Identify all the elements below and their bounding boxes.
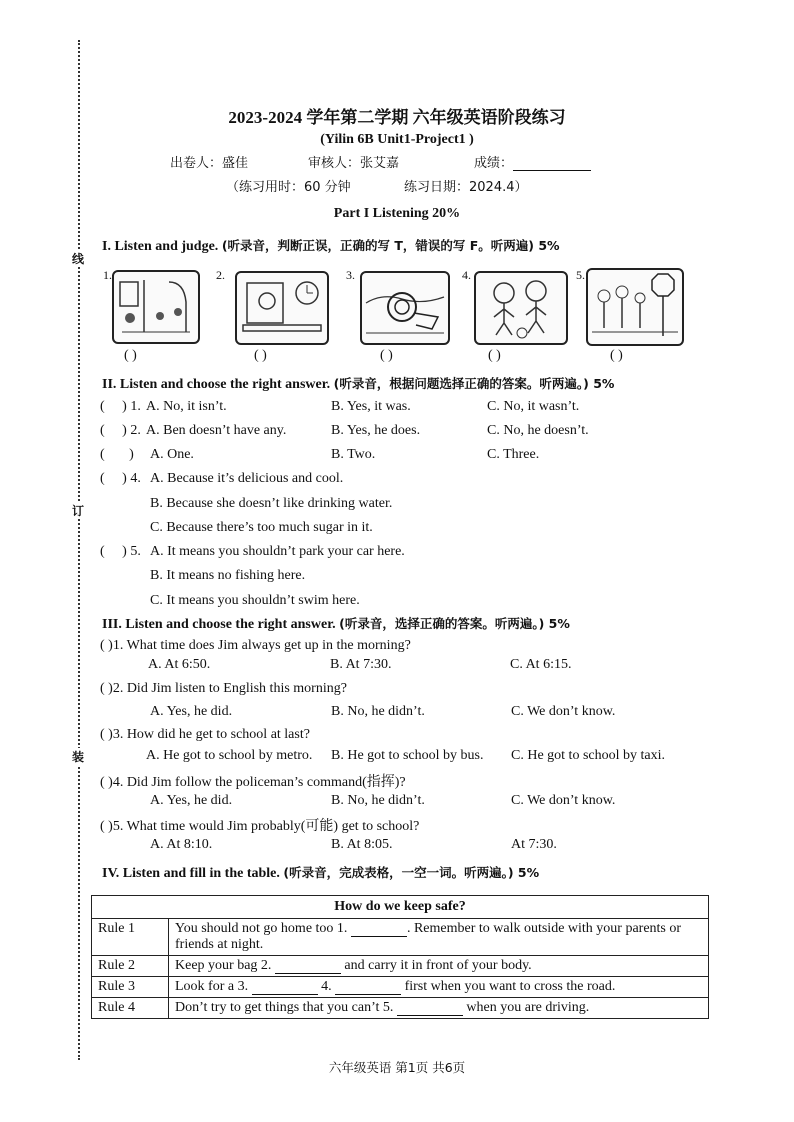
picture-2 <box>235 271 329 345</box>
rule-text <box>169 998 709 1019</box>
picture-number: 4. <box>462 268 471 282</box>
s3-q2-question[interactable]: ( )2. Did Jim listen to English this morning? <box>100 681 347 696</box>
picture-5 <box>586 268 684 346</box>
section4-heading <box>102 863 539 882</box>
s3-q5-question[interactable]: ( )5. What time would Jim probably(可能) get to school? <box>100 819 420 834</box>
table-row <box>92 977 709 998</box>
s2-q1-option-b: B. Yes, it was. <box>331 399 411 414</box>
table-row <box>92 919 709 956</box>
picture-1 <box>112 270 200 344</box>
s2-q1-option-a: A. No, it isn’t. <box>146 399 227 414</box>
rule-label: Rule 4 <box>92 998 169 1019</box>
table-row <box>92 998 709 1019</box>
s3-q1-option-b: B. At 7:30. <box>330 657 392 672</box>
s2-q5-number[interactable]: ( ) 5. <box>100 544 141 559</box>
table-header-row <box>92 896 709 919</box>
safety-rules-table <box>91 895 709 1019</box>
s2-q1-number[interactable]: ( ) 1. <box>100 399 141 414</box>
rule-text-part: You should not go home too 1. <box>175 921 348 936</box>
playground-icon <box>114 272 198 342</box>
s2-q2-number[interactable]: ( ) 2. <box>100 423 141 438</box>
s3-q4-option-a: A. Yes, he did. <box>150 793 233 808</box>
rule-text <box>169 977 709 998</box>
s2-q4-option-c: C. Because there’s too much sugar in it. <box>150 520 373 535</box>
binding-mark-ding: 订 <box>71 504 84 518</box>
s3-q1-option-c: C. At 6:15. <box>510 657 572 672</box>
rule-label: Rule 1 <box>92 919 169 956</box>
s3-q3-option-b: B. He got to school by bus. <box>331 748 484 763</box>
score-label: 成绩： <box>474 156 514 171</box>
picture-4 <box>474 271 568 345</box>
s3-q4-option-c: C. We don’t know. <box>511 793 616 808</box>
author-label: 出卷人：盛佳 <box>170 156 249 171</box>
s2-q5-option-b: B. It means no fishing here. <box>150 568 306 583</box>
page-subtitle: (Yilin 6B Unit1-Project1 ) <box>320 132 474 147</box>
s2-q3-option-b: B. Two. <box>331 447 376 462</box>
section3-heading-cn: (听录音，选择正确的答案。听两遍。) 5% <box>339 616 570 631</box>
binding-mark-xian: 线 <box>71 252 84 266</box>
rule-text-part: 4. <box>317 979 332 994</box>
lion-icon <box>362 273 448 343</box>
s3-q5-option-a: A. At 8:10. <box>150 837 213 852</box>
blank-5[interactable] <box>397 1002 463 1016</box>
s2-q3-option-a: A. One. <box>150 447 194 462</box>
answer-paren-4[interactable]: ( ) <box>488 348 501 363</box>
section2-heading-en: II. Listen and choose the right answer. <box>102 377 331 392</box>
answer-paren-5[interactable]: ( ) <box>610 348 623 363</box>
page-title: 2023-2024 学年第二学期 六年级英语阶段练习 <box>228 108 566 127</box>
s3-q2-option-b: B. No, he didn’t. <box>331 704 425 719</box>
picture-number: 2. <box>216 268 225 282</box>
section1-heading-en: I. Listen and judge. <box>102 239 219 254</box>
date-label: 练习日期：2024.4） <box>404 180 528 195</box>
answer-paren-3[interactable]: ( ) <box>380 348 393 363</box>
section4-heading-en: IV. Listen and fill in the table. <box>102 866 280 881</box>
s2-q5-option-c: C. It means you shouldn’t swim here. <box>150 593 360 608</box>
picture-number: 3. <box>346 268 355 282</box>
s2-q4-number[interactable]: ( ) 4. <box>100 471 141 486</box>
section3-heading <box>102 614 570 633</box>
s2-q4-option-a: A. Because it’s delicious and cool. <box>150 471 344 486</box>
s2-q3-number[interactable]: ( ) <box>100 447 134 462</box>
answer-paren-2[interactable]: ( ) <box>254 348 267 363</box>
rule-text-part: . Remember to walk outside with your parents or friends at night. <box>175 921 682 952</box>
section3-heading-en: III. Listen and choose the right answer. <box>102 617 336 632</box>
children-playing-icon <box>476 273 566 343</box>
score-field[interactable] <box>474 152 591 171</box>
s2-q4-option-b: B. Because she doesn’t like drinking water. <box>150 496 393 511</box>
picture-number: 5. <box>576 268 585 282</box>
rule-text-part: first when you want to cross the road. <box>401 979 616 994</box>
section2-heading <box>102 374 614 393</box>
picture-number: 1. <box>103 268 112 282</box>
section1-heading <box>102 236 560 255</box>
rule-text-part: Keep your bag 2. <box>175 958 272 973</box>
rule-text <box>169 956 709 977</box>
rule-text <box>169 919 709 956</box>
s3-q4-question[interactable]: ( )4. Did Jim follow the policeman’s command(指挥)? <box>100 775 406 790</box>
rule-label: Rule 3 <box>92 977 169 998</box>
time-label: （练习用时：60 分钟 <box>226 180 351 195</box>
s2-q2-option-b: B. Yes, he does. <box>331 423 421 438</box>
section1-heading-cn: (听录音，判断正误，正确的写 T，错误的写 F。听两遍) 5% <box>221 238 560 253</box>
s3-q3-question[interactable]: ( )3. How did he get to school at last? <box>100 727 310 742</box>
binding-dotted-line <box>78 40 80 1060</box>
page-footer: 六年级英语 第1页 共6页 <box>328 1060 466 1075</box>
rule-text-part: and carry it in front of your body. <box>340 958 532 973</box>
table-row <box>92 956 709 977</box>
s2-q2-option-a: A. Ben doesn’t have any. <box>146 423 287 438</box>
s3-q3-option-a: A. He got to school by metro. <box>146 748 313 763</box>
section2-heading-cn: (听录音，根据问题选择正确的答案。听两遍。) 5% <box>333 376 615 391</box>
answer-paren-1[interactable]: ( ) <box>124 348 137 363</box>
s2-q2-option-c: C. No, he doesn’t. <box>487 423 589 438</box>
rule-text-part: Look for a 3. <box>175 979 249 994</box>
blank-2[interactable] <box>275 960 341 974</box>
blank-1[interactable] <box>351 923 407 937</box>
s2-q3-option-c: C. Three. <box>487 447 540 462</box>
blank-4[interactable] <box>335 981 401 995</box>
score-blank[interactable] <box>513 158 591 171</box>
rule-label: Rule 2 <box>92 956 169 977</box>
s2-q1-option-c: C. No, it wasn’t. <box>487 399 580 414</box>
s3-q4-option-b: B. No, he didn’t. <box>331 793 425 808</box>
s3-q5-option-c: At 7:30. <box>511 837 557 852</box>
rule-text-part: Don’t try to get things that you can’t 5. <box>175 1000 394 1015</box>
section4-heading-cn: (听录音，完成表格，一空一词。听两遍。) 5% <box>283 865 540 880</box>
table-title: How do we keep safe? <box>92 896 709 919</box>
boy-studying-clock-icon <box>237 273 327 343</box>
s2-q5-option-a: A. It means you shouldn’t park your car here. <box>150 544 405 559</box>
part1-heading: Part I Listening 20% <box>333 206 461 221</box>
reviewer-label: 审核人：张艾嘉 <box>308 156 400 171</box>
s3-q1-question[interactable]: ( )1. What time does Jim always get up in the morning? <box>100 638 411 653</box>
s3-q3-option-c: C. He got to school by taxi. <box>511 748 665 763</box>
stop-sign-family-icon <box>588 270 682 344</box>
binding-mark-zhuang: 装 <box>71 750 84 764</box>
picture-3 <box>360 271 450 345</box>
s3-q5-option-b: B. At 8:05. <box>331 837 393 852</box>
s3-q2-option-c: C. We don’t know. <box>511 704 616 719</box>
blank-3[interactable] <box>252 981 318 995</box>
s3-q1-option-a: A. At 6:50. <box>148 657 211 672</box>
rule-text-part: when you are driving. <box>462 1000 590 1015</box>
s3-q2-option-a: A. Yes, he did. <box>150 704 233 719</box>
